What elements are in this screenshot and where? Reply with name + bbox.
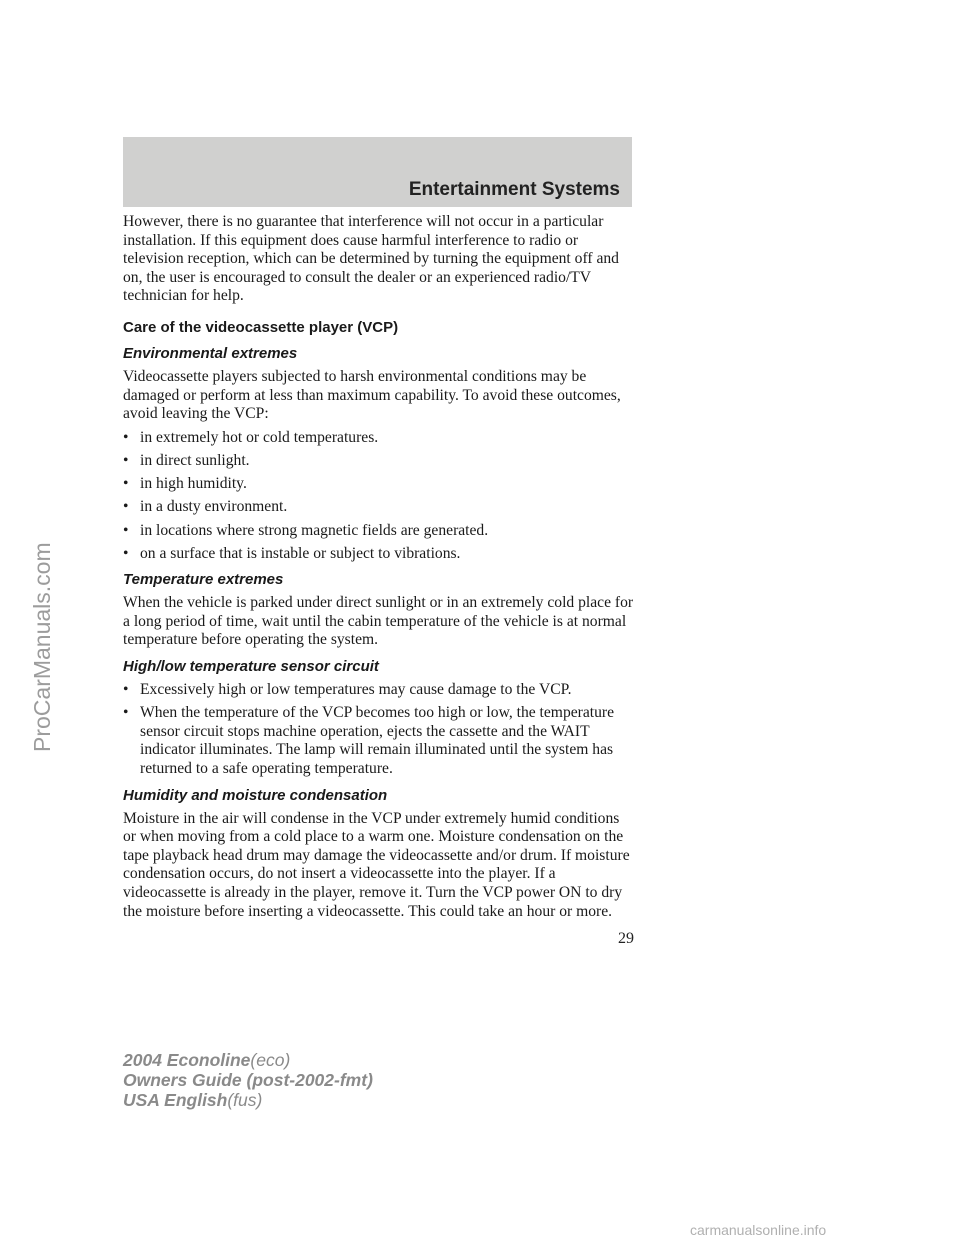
footer-line-3: [123, 1090, 373, 1110]
page-content: [123, 213, 635, 926]
section-title: Entertainment Systems: [408, 179, 620, 200]
footer-language-code: (fus): [227, 1090, 263, 1110]
bullet-glyph: •: [123, 544, 129, 562]
document-footer: [123, 1050, 373, 1110]
list-item-text: Excessively high or low temperatures may cause damage to the VCP.: [140, 681, 572, 699]
temperature-paragraph: When the vehicle is parked under direct sunlight or in an extremely cold place for a long period of time, wait until the cabin temperature of the vehicle is at normal temperature before operating the system.: [123, 594, 634, 649]
environmental-heading: Environmental extremes: [123, 344, 298, 362]
footer-line-1: [123, 1050, 373, 1070]
sensor-heading: High/low temperature sensor circuit: [123, 658, 379, 676]
list-item-text: in a dusty environment.: [140, 498, 288, 516]
sensor-list: [123, 681, 635, 779]
list-item: [123, 498, 635, 517]
list-item-text: When the temperature of the VCP becomes too high or low, the temperature sensor circuit stops machine operation, ejects the cassette and the WAIT indicator illuminates. The lamp will remain illuminated until the system has returned to a safe operating temperature.: [140, 704, 615, 778]
list-item: [123, 475, 635, 494]
list-item: [123, 704, 635, 778]
list-item: [123, 681, 635, 700]
bullet-glyph: •: [123, 521, 129, 539]
humidity-heading: Humidity and moisture condensation: [123, 786, 388, 804]
care-heading: Care of the videocassette player (VCP): [123, 318, 399, 336]
footer-model-code: (eco): [250, 1050, 291, 1070]
list-item: [123, 452, 635, 471]
list-item: [123, 429, 635, 448]
environmental-list: [123, 429, 635, 564]
footer-model: 2004 Econoline: [123, 1050, 251, 1070]
list-item-text: in extremely hot or cold temperatures.: [140, 428, 379, 446]
humidity-paragraph: Moisture in the air will condense in the VCP under extremely humid conditions or when moving from a cold place to a warm one. Moisture condensation on the tape playback head drum may damage the videocassette and/or drum. If moisture condensation occurs, do not insert a videocassette into the player. If a videocassette is already in the player, remove it. Turn the VCP power ON to dry the moisture before inserting a videocassette. This could take an hour or more.: [123, 809, 630, 920]
environmental-paragraph: Videocassette players subjected to harsh environmental conditions may be damaged or perform at less than maximum capability. To avoid these outcomes, avoid leaving the VCP:: [123, 367, 621, 423]
temperature-heading: Temperature extremes: [123, 571, 284, 589]
bullet-glyph: •: [123, 704, 129, 722]
side-watermark: ProCarManuals.com: [29, 542, 55, 752]
bullet-glyph: •: [123, 451, 129, 469]
section-header-band: [123, 137, 632, 207]
list-item-text: in high humidity.: [140, 475, 247, 493]
footer-language: USA English: [123, 1090, 228, 1110]
bullet-glyph: •: [123, 475, 129, 493]
footer-guide: Owners Guide (post-2002-fmt): [123, 1070, 373, 1090]
list-item-text: in locations where strong magnetic fields are generated.: [140, 521, 489, 539]
bullet-glyph: •: [123, 498, 129, 516]
bottom-watermark: carmanualsonline.info: [690, 1222, 827, 1238]
list-item: [123, 522, 635, 541]
bullet-glyph: •: [123, 681, 129, 699]
list-item-text: in direct sunlight.: [140, 451, 250, 469]
list-item-text: on a surface that is instable or subject to vibrations.: [140, 544, 461, 562]
bullet-glyph: •: [123, 428, 129, 446]
page-number: 29: [618, 930, 634, 947]
list-item: [123, 545, 635, 564]
intro-paragraph: However, there is no guarantee that interference will not occur in a particular installation. If this equipment does cause harmful interference to radio or television reception, which can be determined by turning the equipment off and on, the user is encouraged to consult the dealer or an experienced radio/TV technician for help.: [123, 213, 619, 305]
footer-line-2: [123, 1070, 373, 1090]
